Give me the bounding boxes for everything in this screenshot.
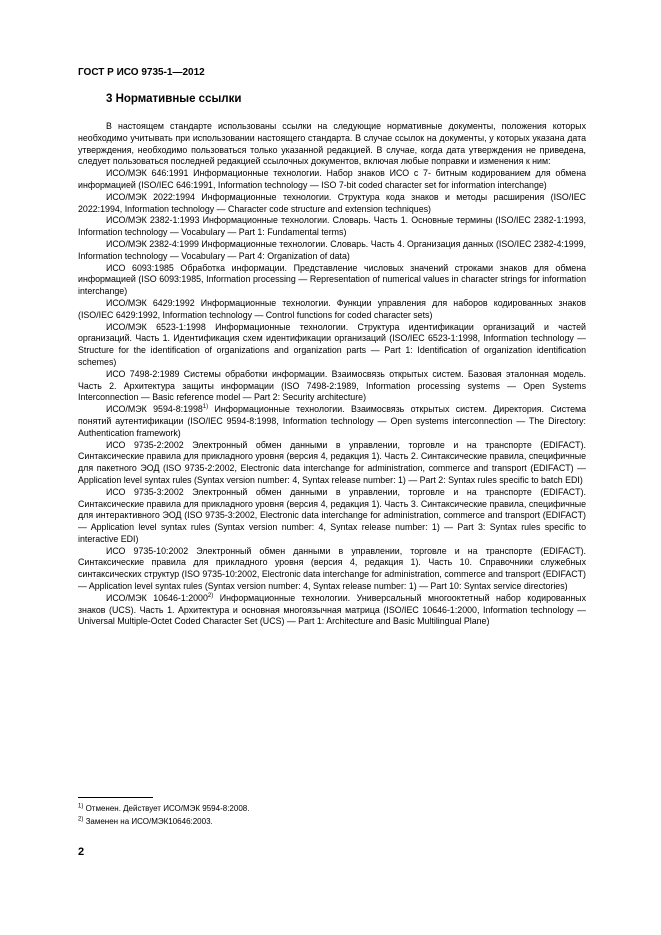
reference-item: ИСО 9735-3:2002 Электронный обмен данными в управлении, торговле и на транспорте (EDIFACT). Синтаксические правила для прикладного уровня (версия 4, редакция 1). Часть 3. Синтаксические правила, специфичные для интерактивного ЭОД (ISO 9735-3:2002, Electronic data interchange for administration, commerce and transport (EDIFACT) — Application level syntax rules (Syntax version number: 4, Syntax release number: 1) — Part 3: Syntax rules specific to interactive EDI) — [78, 486, 586, 544]
reference-item: ИСО 9735-2:2002 Электронный обмен данными в управлении, торговле и на транспорте (EDIFACT). Синтаксические правила для прикладного уровня (версия 4, редакция 1). Часть 2. Синтаксические правила, специфичные для пакетного ЭОД (ISO 9735-2:2002, Electronic data interchange for administration, commerce and transport (EDIFACT) — Application level syntax rules (Syntax version number: 4, Syntax release number: 1) — Part 2: Syntax rules specific to batch EDI) — [78, 439, 586, 485]
footnote-ref: 1) — [202, 404, 209, 411]
section-body — [78, 121, 586, 628]
reference-item: ИСО/МЭК 2022:1994 Информационные технологии. Структура кода знаков и методы расширения (ISO/IEC 2022:1994, Information technology — Character code structure and extension techniques) — [78, 191, 586, 214]
footnote: $^{2)}$ Заменен на ИСО/МЭК10646:2003. — [78, 816, 213, 826]
footnote-ref: 2) — [207, 592, 214, 599]
footnote-mark: 1) — [78, 803, 84, 810]
reference-item: ИСО/МЭК 646:1991 Информационные технологии. Набор знаков ИСО с 7- битным кодированием для обмена информацией (ISO/IEC 646:1991, Information technology — ISO 7-bit coded character set for information interchange) — [78, 168, 586, 190]
reference-item: ИСО 9735-10:2002 Электронный обмен данными в управлении, торговле и на транспорте (EDIFACT). Синтаксические правила для прикладного уровня (версия 4, редакция 1). Часть 10. Справочники служебных синтаксических структур (ISO 9735-10:2002, Electronic data interchange for administration, commerce and transport (EDIFACT) — Application level syntax rules (Syntax version number: 4, Syntax release number: 1) — Part 10: Syntax service directories) — [78, 545, 586, 592]
intro-paragraph: В настоящем стандарте использованы ссылки на следующие нормативные документы, положения которых необходимо учитывать при использовании настоящего стандарта. В случае ссылок на документы, у которых указана дата утверждения, необходимо пользоваться только указанной редакцией. В случае, когда дата утверждения не приведена, следует пользоваться последней редакцией ссылочных документов, включая любые поправки и изменения к ним: — [78, 121, 586, 167]
reference-item: ИСО/МЭК 9594-8:1998$^{1)}$ Информационные технологии. Взаимосвязь открытых систем. Директория. Система понятий аутентификации (ISO/IEC 9594-8:1998, Information technology — Open systems interconnection — The Directory: Authentication framework) — [78, 404, 586, 438]
footnote-mark: 2) — [78, 816, 84, 823]
reference-item: ИСО 7498-2:1989 Системы обработки информации. Взаимосвязь открытых систем. Базовая эталонная модель. Часть 2. Архитектура защиты информации (ISO 7498-2:1989, Information processing systems — Open Systems Interconnection — Basic reference model — Part 2: Security architecture) — [78, 368, 586, 403]
footnotes — [78, 802, 249, 828]
footnote: $^{1)}$ Отменен. Действует ИСО/МЭК 9594-8:2008. — [78, 803, 250, 813]
page-number: 2 — [78, 846, 85, 858]
document-header: ГОСТ Р ИСО 9735-1—2012 — [78, 67, 205, 78]
footnote-divider — [78, 797, 153, 798]
section-title: 3 Нормативные ссылки — [106, 93, 242, 105]
reference-item: ИСО 6093:1985 Обработка информации. Представление числовых значений строками знаков для обмена информацией (ISO 6093:1985, Information processing — Representation of numerical values in character strings for information interchange) — [78, 262, 586, 297]
reference-item: ИСО/МЭК 6523-1:1998 Информационные технологии. Структура идентификации организаций и частей организаций. Часть 1. Идентификация схем идентификации организаций (ISO/IEC 6523-1:1998, Information technology — Structure for the identification of organizations and organization parts — Part 1: Identification of organization identification schemes) — [78, 321, 586, 367]
reference-item: ИСО/МЭК 6429:1992 Информационные технологии. Функции управления для наборов кодированных знаков (ISO/IEC 6429:1992, Information technology — Control functions for coded character sets) — [78, 297, 586, 320]
reference-item: ИСО/МЭК 10646-1:2000$^{2)}$ Информационные технологии. Универсальный многооктетный набор кодированных знаков (UCS). Часть 1. Архитектура и основная многоязычная матрица (ISO/IEC 10646-1:2000, Information technology — Universal Multiple-Octet Coded Character Set (UCS) — Part 1: Architecture and Basic Multilingual Plane) — [78, 592, 586, 627]
reference-item: ИСО/МЭК 2382-1:1993 Информационные технологии. Словарь. Часть 1. Основные термины (ISO/IEC 2382-1:1993, Information technology — Vocabulary — Part 1: Fundamental terms) — [78, 215, 586, 238]
reference-item: ИСО/МЭК 2382-4:1999 Информационные технологии. Словарь. Часть 4. Организация данных (ISO/IEC 2382-4:1999, Information technology — Vocabulary — Part 4: Organization of data) — [78, 238, 586, 261]
